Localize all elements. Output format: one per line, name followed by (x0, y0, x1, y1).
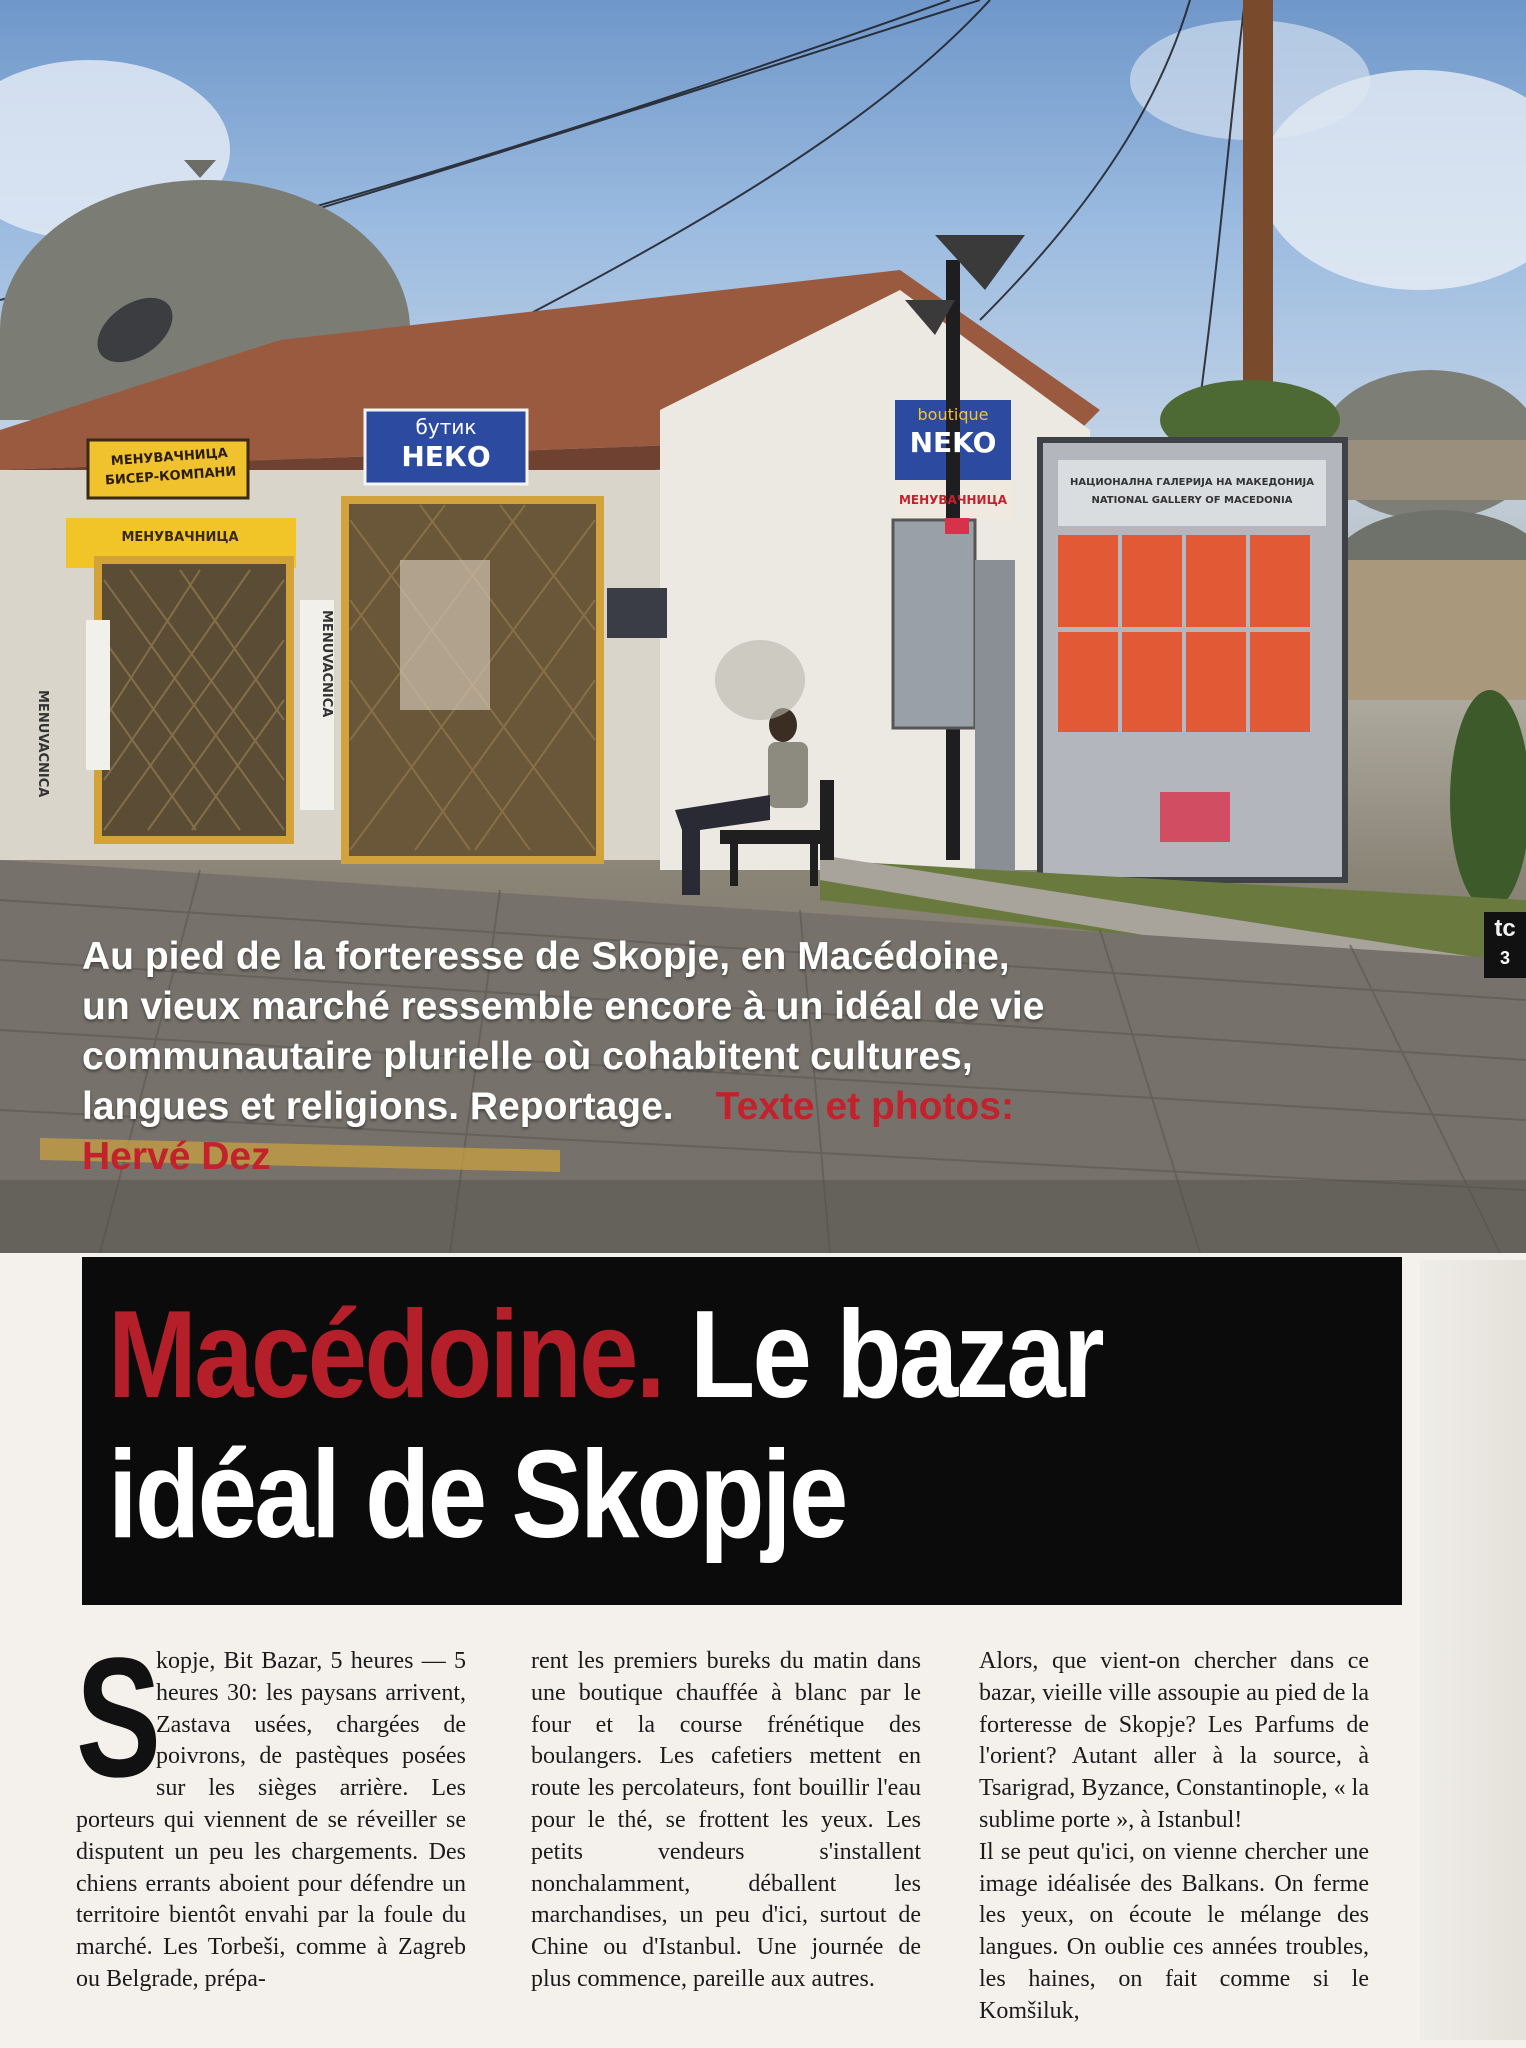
sign-boutique-neko-latin (897, 404, 1009, 460)
article-column-1 (76, 1623, 466, 1996)
sign-boutique-neko (368, 414, 524, 474)
poster-heading (1062, 474, 1322, 510)
sign-text: boutique (917, 405, 989, 424)
headline-block (82, 1257, 1402, 1605)
article-column-2 (531, 1646, 921, 1996)
headline-part: Le bazar (689, 1286, 1103, 1424)
poster-heading-line: NATIONAL GALLERY OF MACEDONIA (1091, 495, 1293, 506)
sign-text: НЕКО (401, 440, 491, 473)
headline (108, 1285, 1209, 1565)
article-paragraph: Il se peut qu'ici, on vienne chercher une image idéalisée des Balkans. On ferme les yeux, on écoute le mélange des langues. On oublie ces années troubles, les haines, on fait comme si le Komšiluk, (979, 1838, 1369, 2024)
headline-country: Macédoine. (108, 1286, 663, 1424)
sign-text: МЕНУВАЧНИЦА (110, 445, 229, 470)
headline-part: idéal de Skopje (108, 1426, 846, 1564)
poster-heading-line: НАЦИОНАЛНА ГАЛЕРИЈА НА МАКЕДОНИЈА (1069, 477, 1315, 488)
section-folio (1484, 912, 1526, 978)
article-column-3 (979, 1646, 1369, 2028)
sign-vertical-right: MENUVACNICA (319, 610, 334, 718)
sign-vertical-left: MENUVACNICA (35, 690, 50, 798)
photo-caption (82, 932, 1062, 1182)
caption-text: Au pied de la forteresse de Skopje, en Macédoine, un vieux marché ressemble encore à un idéal de vie communautaire plurielle où cohabitent cultures, langues et religions. Reportage. (82, 935, 1045, 1128)
drop-cap: S (76, 1623, 162, 1813)
sign-text: NEKO (909, 426, 997, 459)
article-paragraph: Alors, que vient-on chercher dans ce bazar, vieille ville assoupie au pied de la forteresse de Skopje? Les Parfums de l'orient? Autant aller à la source, à Tsarigrad, Byzance, Constantinople, « la sublime porte », à Istanbul! (979, 1648, 1369, 1833)
photo-credit: Texte et photos: Hervé Dez (82, 1085, 1014, 1178)
article-body (76, 1623, 1406, 2048)
next-page-edge (1420, 1260, 1526, 2040)
magazine-logo: tc (1494, 915, 1516, 942)
sign-text: бутик (415, 415, 477, 439)
sign-text: БИСЕР-КОМПАНИ (104, 464, 237, 489)
article-paragraph: kopje, Bit Bazar, 5 heures — 5 heures 30: les paysans arrivent, Zastava usées, chargées de poivrons, de pastèques posées sur les sièges arrière. Les porteurs qui viennent de se réveiller se disputent un peu les chargements. Des chiens errants aboient pour défendre un territoire bientôt envahi par la foule du marché. Les Torbeši, comme à Zagreb ou Belgrade, prépa- (76, 1648, 466, 1992)
sign-awning: МЕНУВАЧНИЦА (121, 530, 239, 545)
page-number: 3 (1499, 948, 1510, 968)
sign-exchange-small: МЕНУВАЧНИЦА (898, 493, 1008, 507)
article-paragraph: rent les premiers bureks du matin dans une boutique chauffée à blanc par le four et la course frénétique des boulangers. Les cafetiers mettent en route les percolateurs, font bouillir l'eau pour le thé, se frottent les yeux. Les petits vendeurs s'installent nonchalamment, déballent les marchandises, un peu d'ici, surtout de Chine ou d'Istanbul. Une journée de plus commence, pareille aux autres. (531, 1648, 921, 1992)
